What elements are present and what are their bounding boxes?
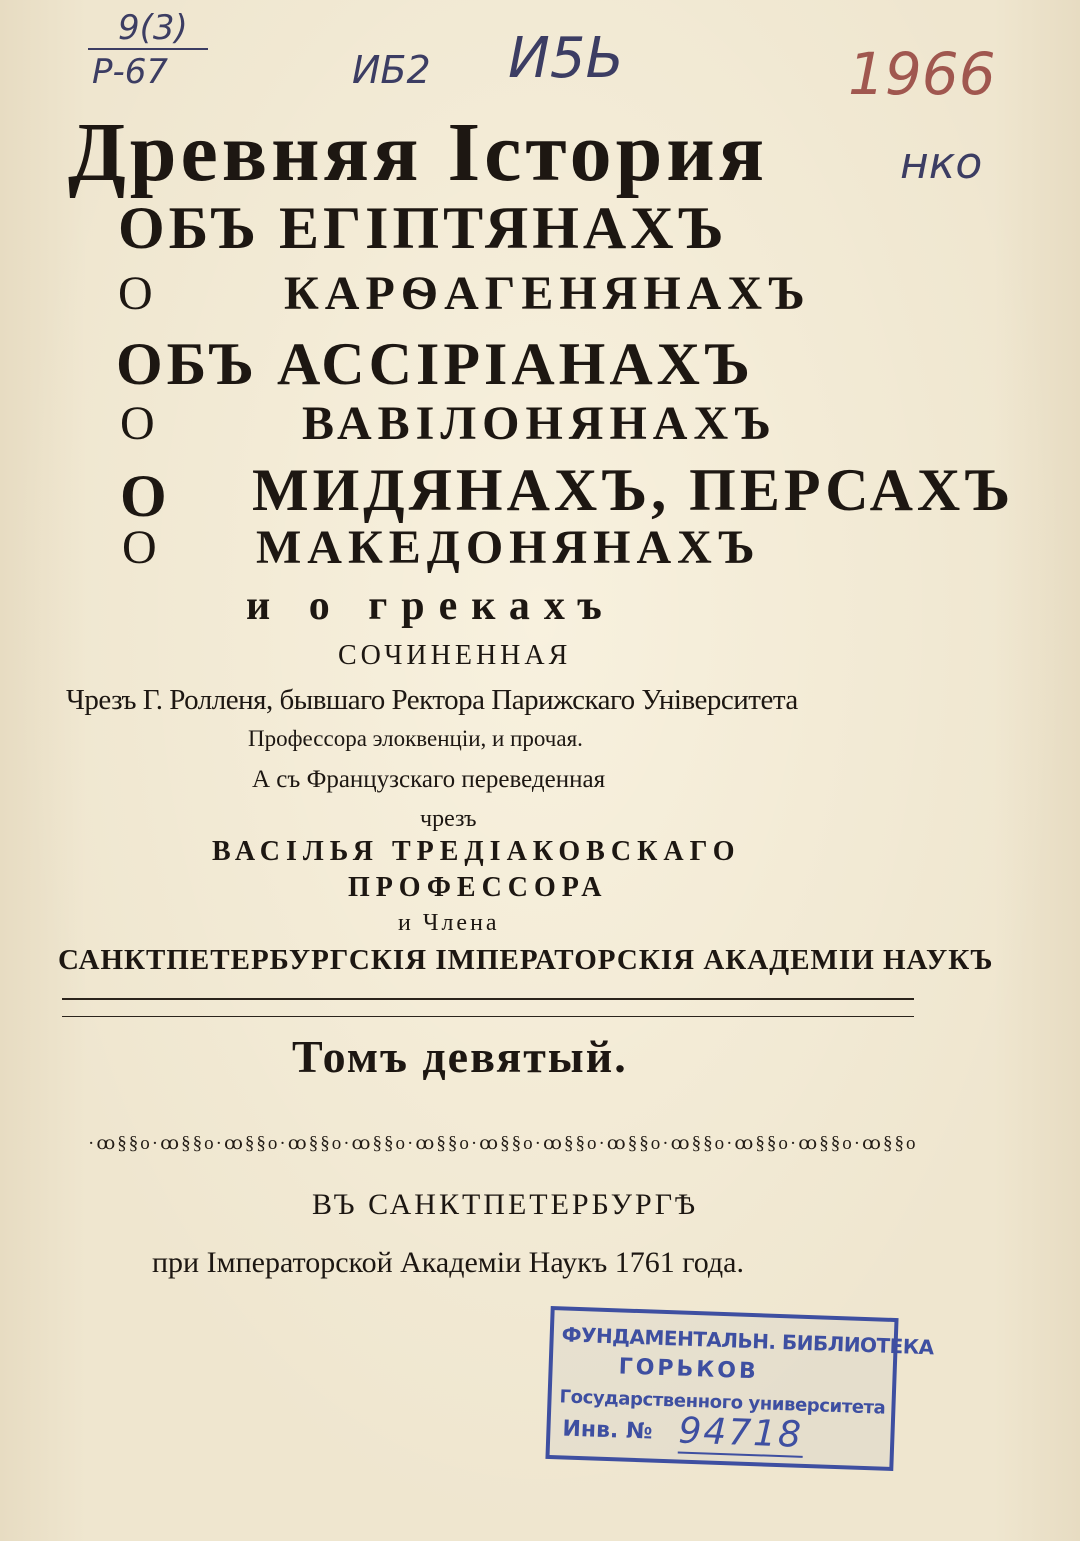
title-line-3-prefix: О xyxy=(118,267,159,320)
author-profession: Профессора элоквенціи, и прочая. xyxy=(248,726,583,751)
author-line: Чрезъ Г. Ролленя, бывшаго Ректора Парижскаго Університета xyxy=(66,684,798,716)
stamp-inventory-number: 94718 xyxy=(677,1410,804,1456)
stamp-inventory-label: Инв. № xyxy=(562,1416,653,1445)
handwritten-note-4: нко xyxy=(900,138,983,189)
title-line-7: МАКЕДОНЯНАХЪ xyxy=(256,521,761,574)
imprint-press: при Імператорской Академіи Наукъ 1761 года. xyxy=(152,1246,745,1279)
composed-label: СОЧИНЕННАЯ xyxy=(338,640,572,671)
title-line-8: и о грекахъ xyxy=(246,583,616,629)
double-rule-top xyxy=(62,998,914,1000)
handwritten-note-1: ИБ2 xyxy=(352,48,431,92)
imprint-city: ВЪ САНКТПЕТЕРБУРГѢ xyxy=(312,1188,699,1221)
translator-name: ВАСІЛЬЯ ТРЕДІАКОВСКАГО xyxy=(212,836,741,867)
title-line-4: ОБЪ АССІРІАНАХЪ xyxy=(116,331,754,397)
stamp-line-2: ГОРЬКОВ xyxy=(618,1354,760,1385)
title-line-6: МИДЯНАХЪ, ПЕРСАХЪ xyxy=(252,457,1015,523)
title-line-1: Древняя Істория xyxy=(68,106,769,199)
translator-title: ПРОФЕССОРА xyxy=(348,872,608,903)
shelf-mark-top: 9(3) xyxy=(118,8,188,48)
title-line-6-prefix: О xyxy=(120,463,171,529)
title-line-3: КАРѲАГЕНЯНАХЪ xyxy=(284,267,811,320)
title-line-5: ВАВІЛОНЯНАХЪ xyxy=(302,397,777,450)
translated-line: А съ Французскаго переведенная xyxy=(252,766,606,793)
volume-title: Томъ девятый. xyxy=(292,1031,628,1082)
double-rule-bottom xyxy=(62,1016,914,1017)
title-line-7-prefix: О xyxy=(122,521,163,574)
library-stamp xyxy=(545,1306,935,1471)
shelf-mark-bottom: Р-67 xyxy=(92,52,169,92)
handwritten-note-2: И5Ь xyxy=(508,26,624,91)
title-line-2: ОБЪ ЕГІПТЯНАХЪ xyxy=(118,195,728,261)
handwritten-note-3: 1966 xyxy=(848,40,996,108)
ornamental-border: ·ꝏ§§o·ꝏ§§o·ꝏ§§o·ꝏ§§o·ꝏ§§o·ꝏ§§o·ꝏ§§o·ꝏ§§o·ꝏ§§o·ꝏ§§o·ꝏ§§o·ꝏ§§o·ꝏ§§o xyxy=(88,1133,918,1154)
member-line: и Члена xyxy=(398,910,500,936)
shelf-mark-divider xyxy=(88,48,208,50)
title-line-5-prefix: О xyxy=(120,397,161,450)
academy-line: САНКТПЕТЕРБУРГСКІЯ ІМПЕРАТОРСКІЯ АКАДЕМІИ НАУКЪ xyxy=(58,944,994,976)
through-line: чрезъ xyxy=(420,806,477,832)
stamp-line-1: ФУНДАМЕНТАЛЬН. БИБЛИОТЕКА xyxy=(561,1322,935,1360)
stamp-line-3: Государственного университета xyxy=(559,1386,886,1419)
